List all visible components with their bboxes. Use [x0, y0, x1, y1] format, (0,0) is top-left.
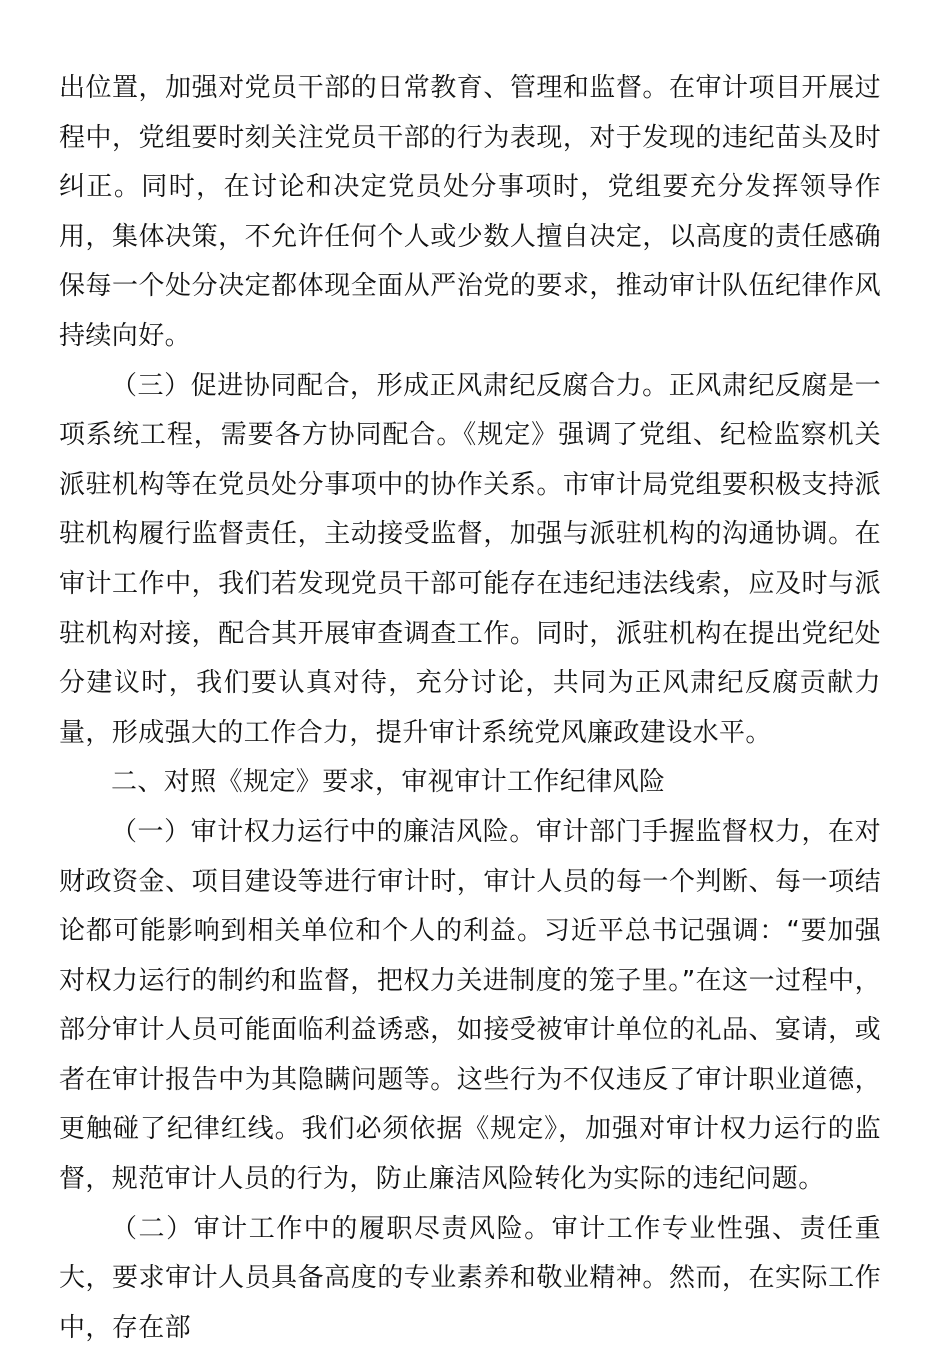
paragraph-section-3: （三）促进协同配合，形成正风肃纪反腐合力。正风肃纪反腐是一项系统工程，需要各方协同配合。《规定》强调了党组、纪检监察机关派驻机构等在党员处分事项中的协作关系。市审计局党组要积极支持派驻机构履行监督责任，主动接受监督，加强与派驻机构的沟通协调。在审计工作中，我们若发现党员干部可能存在违纪违法线索，应及时与派驻机构对接，配合其开展审查调查工作。同时，派驻机构在提出党纪处分建议时，我们要认真对待，充分讨论，共同为正风肃纪反腐贡献力量，形成强大的工作合力，提升审计系统党风廉政建设水平。 [59, 370, 881, 748]
paragraph-subsection-1: （一）审计权力运行中的廉洁风险。审计部门手握监督权力，在对财政资金、项目建设等进行审计时，审计人员的每一个判断、每一项结论都可能影响到相关单位和个人的利益。习近平总书记强调：“要加强对权力运行的制约和监督，把权力关进制度的笼子里。”在这一过程中，部分审计人员可能面临利益诱惑，如接受被审计单位的礼品、宴请，或者在审计报告中为其隐瞒问题等。这些行为不仅违反了审计职业道德，更触碰了纪律红线。我们必须依据《规定》，加强对审计权力运行的监督，规范审计人员的行为，防止廉洁风险转化为实际的违纪问题。 [59, 816, 881, 1195]
paragraph-subsection-2: （二）审计工作中的履职尽责风险。审计工作专业性强、责任重大，要求审计人员具备高度的专业素养和敬业精神。然而，在实际工作中，存在部 [59, 1213, 881, 1343]
document-body [59, 64, 881, 1353]
section-heading-2: 二、对照《规定》要求，审视审计工作纪律风险 [111, 767, 666, 798]
paragraph-continuation: 出位置，加强对党员干部的日常教育、管理和监督。在审计项目开展过程中，党组要时刻关注党员干部的行为表现，对于发现的违纪苗头及时纠正。同时，在讨论和决定党员处分事项时，党组要充分发挥领导作用，集体决策，不允许任何个人或少数人擅自决定，以高度的责任感确保每一个处分决定都体现全面从严治党的要求，推动审计队伍纪律作风持续向好。 [59, 73, 881, 351]
